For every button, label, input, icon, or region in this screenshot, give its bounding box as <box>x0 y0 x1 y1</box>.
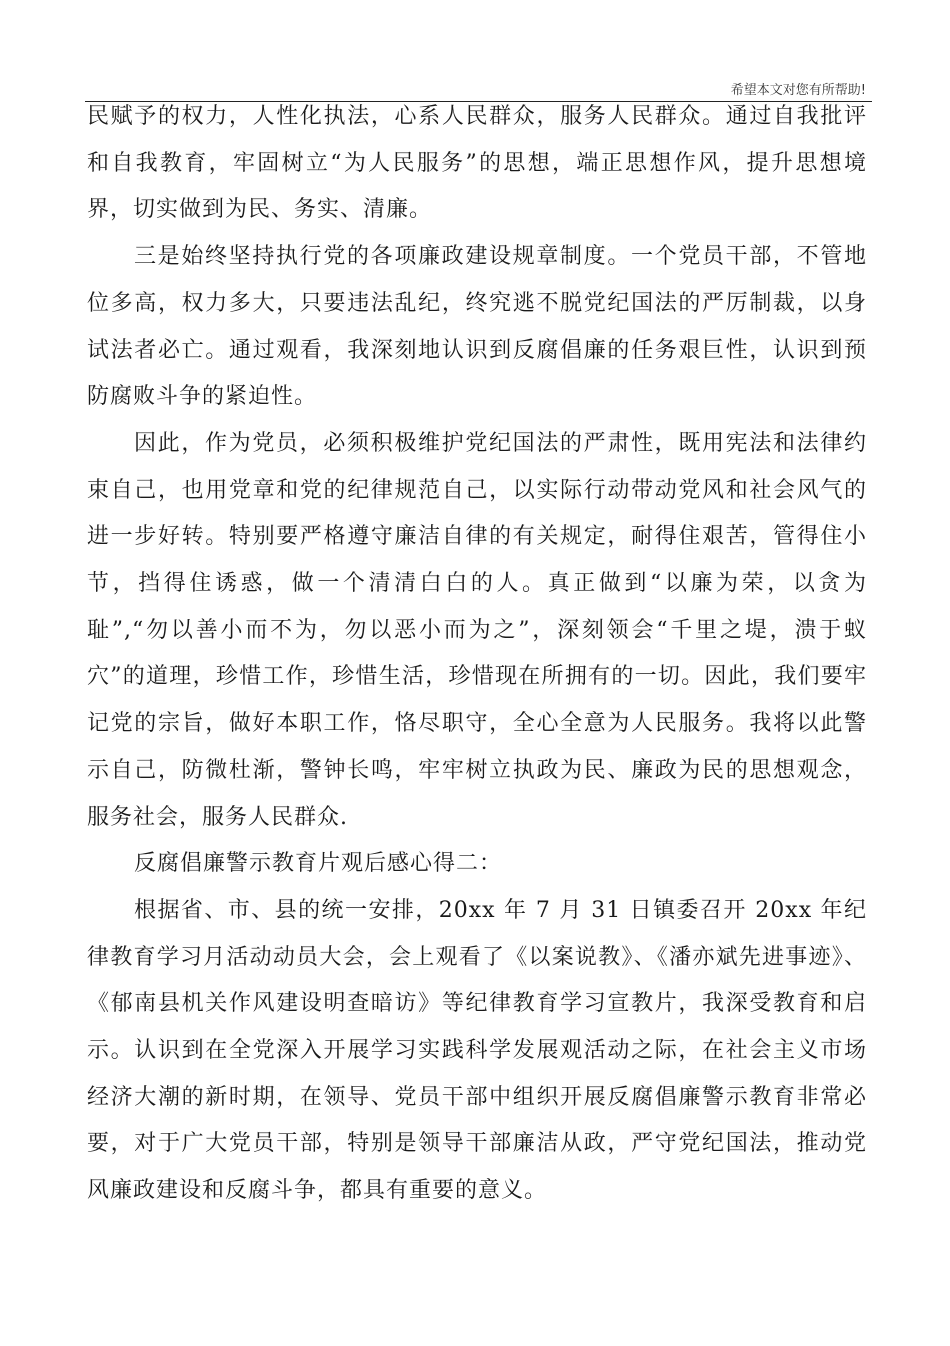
paragraph-continuation: 民赋予的权力，人性化执法，心系人民群众，服务人民群众。通过自我批评和自我教育，牢固树立“为人民服务”的思想，端正思想作风，提升思想境界，切实做到为民、务实、清廉。 <box>87 104 867 223</box>
document-body <box>87 94 867 1215</box>
paragraph-therefore: 因此，作为党员，必须积极维护党纪国法的严肃性，既用宪法和法律约束自己，也用党章和党的纪律规范自己，以实际行动带动党风和社会风气的进一步好转。特别要严格遵守廉洁自律的有关规定，耐得住艰苦，管得住小节，挡得住诱惑，做一个清清白白的人。真正做到“以廉为荣，以贪为耻”,“勿以善小而不为，勿以恶小而为之”，深刻领会“千里之堤，溃于蚁穴”的道理，珍惜工作，珍惜生活，珍惜现在所拥有的一切。因此，我们要牢记党的宗旨，做好本职工作，恪尽职守，全心全意为人民服务。我将以此警示自己，防微杜渐，警钟长鸣，牢牢树立执政为民、廉政为民的思想观念，服务社会，服务人民群众. <box>87 430 867 830</box>
paragraph-according: 根据省、市、县的统一安排，20xx 年 7 月 31 日镇委召开 20xx 年纪律教育学习月活动动员大会，会上观看了《以案说教》、《潘亦斌先进事迹》、《郁南县机关作风建设明查暗访》等纪律教育学习宣教片，我深受教育和启示。认识到在全党深入开展学习实践科学发展观活动之际，在社会主义市场经济大潮的新时期，在领导、党员干部中组织开展反腐倡廉警示教育非常必要，对于广大党员干部，特别是领导干部廉洁从政，严守党纪国法，推动党风廉政建设和反腐斗争，都具有重要的意义。 <box>87 897 867 1204</box>
paragraph-three: 三是始终坚持执行党的各项廉政建设规章制度。一个党员干部，不管地位多高，权力多大，只要违法乱纪，终究逃不脱党纪国法的严厉制裁，以身试法者必亡。通过观看，我深刻地认识到反腐倡廉的任务艰巨性，认识到预防腐败斗争的紧迫性。 <box>87 244 867 410</box>
section-heading: 反腐倡廉警示教育片观后感心得二： <box>134 851 503 877</box>
header-note: 希望本文对您有所帮助! <box>730 83 866 98</box>
